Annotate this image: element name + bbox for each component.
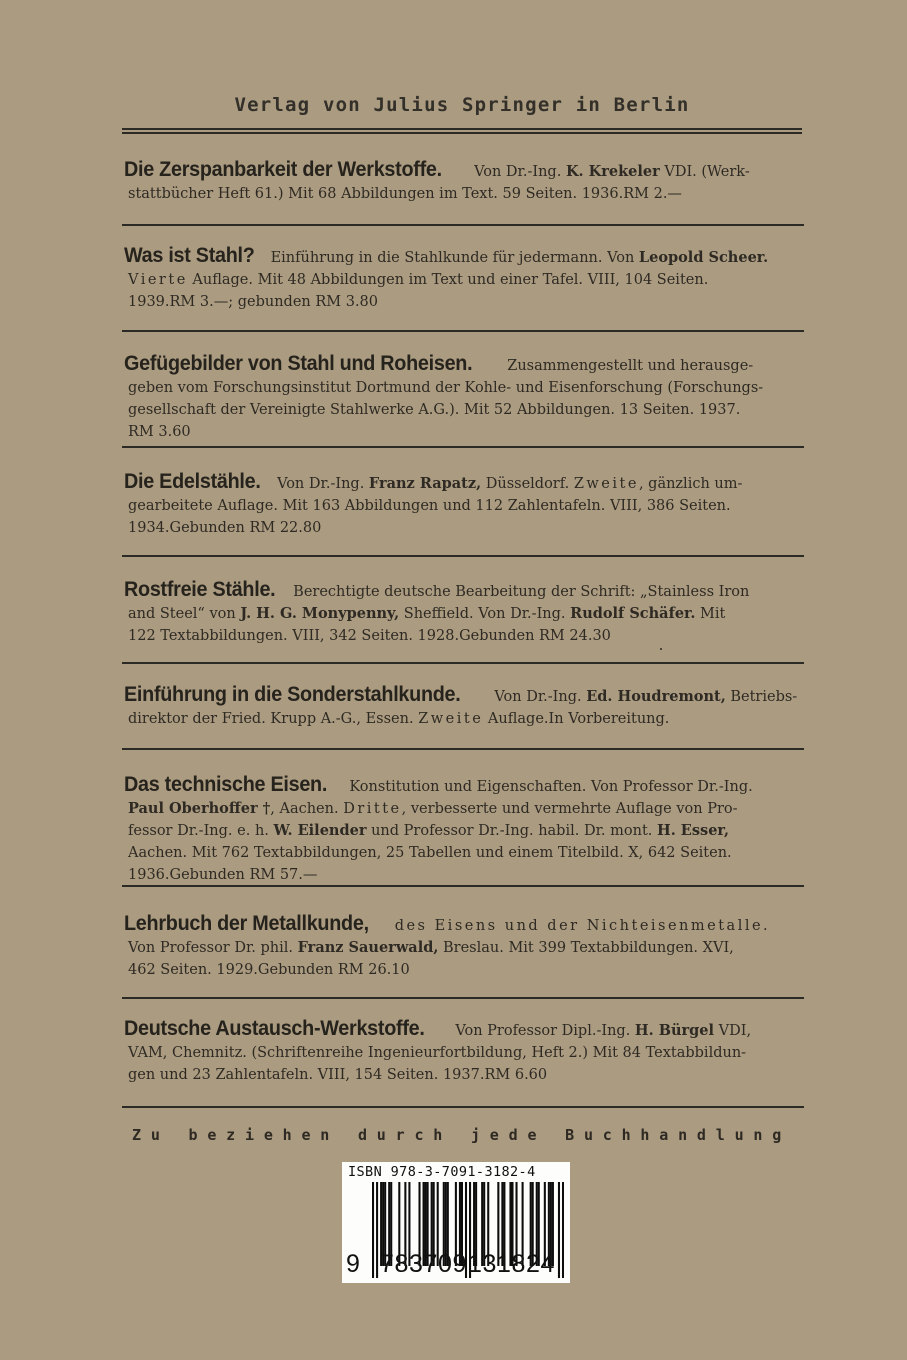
separator-rule bbox=[122, 662, 804, 664]
entry-line: gearbeitete Auflage. Mit 163 Abbildungen und 112 Zahlentafeln. VIII, 386 Seiten. bbox=[128, 498, 731, 514]
separator-rule bbox=[122, 885, 804, 887]
emphasized-text: des Eisens und der Nichteisenmetalle. bbox=[394, 918, 771, 934]
entry-line: 122 Textabbildungen. VIII, 342 Seiten. 1928.Gebunden RM 24.30 bbox=[128, 628, 611, 644]
author-name: Leopold Scheer. bbox=[638, 249, 769, 266]
emphasized-text: Dritte bbox=[343, 801, 402, 817]
footer-note: Zu beziehen durch jede Buchhandlung bbox=[132, 1126, 792, 1144]
entry-line: gesellschaft der Vereinigte Stahlwerke A.G.). Mit 52 Abbildungen. 13 Seiten. 1937. bbox=[128, 402, 741, 418]
book-price: Gebunden RM 22.80 bbox=[169, 520, 322, 536]
entry-line: Gefügebilder von Stahl und Roheisen. Zusammengestellt und herausge- bbox=[124, 351, 754, 375]
book-price: Gebunden RM 57.— bbox=[169, 867, 318, 883]
book-entry bbox=[124, 912, 808, 981]
book-title: Das technische Eisen. bbox=[124, 772, 328, 796]
book-entry bbox=[124, 683, 808, 730]
book-title: Was ist Stahl? bbox=[124, 243, 255, 267]
entry-line: Das technische Eisen. Konstitution und Eigenschaften. Von Professor Dr.-Ing. bbox=[124, 772, 753, 796]
author-name: Rudolf Schäfer. bbox=[570, 605, 696, 622]
entry-line: Vierte Auflage. Mit 48 Abbildungen im Text und einer Tafel. VIII, 104 Seiten. bbox=[128, 272, 709, 288]
entry-line: fessor Dr.-Ing. e. h. W. Eilender und Professor Dr.-Ing. habil. Dr. mont. H. Esser, bbox=[128, 822, 730, 839]
author-name: Franz Rapatz, bbox=[368, 475, 482, 492]
book-entry bbox=[124, 773, 808, 886]
book-title: Lehrbuch der Metallkunde, bbox=[124, 911, 369, 935]
entry-line: 462 Seiten. 1929.Gebunden RM 26.10 bbox=[128, 962, 410, 978]
print-speck bbox=[660, 648, 662, 650]
entry-line: gen und 23 Zahlentafeln. VIII, 154 Seiten. 1937.RM 6.60 bbox=[128, 1067, 548, 1083]
entry-line: 1939.RM 3.—; gebunden RM 3.80 bbox=[128, 294, 379, 310]
entry-line: Rostfreie Stähle. Berechtigte deutsche Bearbeitung der Schrift: „Stainless Iron bbox=[124, 577, 750, 601]
isbn-barcode-box: ISBN 978-3-7091-3182-4 9 783709 131824 bbox=[342, 1162, 570, 1283]
entry-line: geben vom Forschungsinstitut Dortmund der Kohle- und Eisenforschung (Forschungs- bbox=[128, 380, 764, 396]
author-name: W. Eilender bbox=[273, 822, 367, 839]
author-name: K. Krekeler bbox=[565, 163, 660, 180]
book-entry bbox=[124, 578, 808, 647]
entry-line: Aachen. Mit 762 Textabbildungen, 25 Tabellen und einem Titelbild. X, 642 Seiten. bbox=[128, 845, 732, 861]
isbn-label: ISBN 978-3-7091-3182-4 bbox=[348, 1164, 536, 1180]
book-entry bbox=[124, 470, 808, 539]
book-price: Gebunden RM 24.30 bbox=[459, 628, 611, 644]
book-title: Rostfreie Stähle. bbox=[124, 577, 276, 601]
emphasized-text: Vierte bbox=[128, 272, 188, 288]
separator-rule bbox=[122, 555, 804, 557]
entry-line: Von Professor Dr. phil. Franz Sauerwald, Breslau. Mit 399 Textabbildungen. XVI, bbox=[128, 939, 734, 956]
entry-line: Paul Oberhoffer †, Aachen. Dritte, verbesserte und vermehrte Auflage von Pro- bbox=[128, 800, 738, 817]
separator-rule bbox=[122, 330, 804, 332]
entry-line: Was ist Stahl? Einführung in die Stahlkunde für jedermann. Von Leopold Scheer. bbox=[124, 243, 769, 267]
header-double-rule bbox=[122, 128, 802, 134]
author-name: Paul Oberhoffer † bbox=[128, 800, 271, 817]
entry-line: Deutsche Austausch-Werkstoffe. Von Professor Dipl.-Ing. H. Bürgel VDI, bbox=[124, 1016, 752, 1040]
publisher-header: Verlag von Julius Springer in Berlin bbox=[234, 94, 690, 116]
book-price: In Vorbereitung. bbox=[548, 711, 670, 727]
entry-line: stattbücher Heft 61.) Mit 68 Abbildungen im Text. 59 Seiten. 1936.RM 2.— bbox=[128, 186, 682, 202]
separator-rule bbox=[122, 446, 804, 448]
emphasized-text: Zweite bbox=[418, 711, 484, 727]
entry-line bbox=[124, 421, 808, 443]
entry-line: 1936.Gebunden RM 57.— bbox=[128, 867, 318, 883]
separator-rule bbox=[122, 1106, 804, 1108]
author-name: H. Bürgel bbox=[634, 1022, 715, 1039]
book-title: Deutsche Austausch-Werkstoffe. bbox=[124, 1016, 425, 1040]
author-name: Ed. Houdremont, bbox=[586, 688, 726, 705]
book-entry bbox=[124, 1017, 808, 1086]
emphasized-text: Zweite bbox=[573, 476, 639, 492]
book-entry bbox=[124, 158, 808, 205]
entry-line: Die Zerspanbarkeit der Werkstoffe. Von Dr.-Ing. K. Krekeler VDI. (Werk- bbox=[124, 157, 750, 181]
separator-rule bbox=[122, 748, 804, 750]
entry-line: VAM, Chemnitz. (Schriftenreihe Ingenieurfortbildung, Heft 2.) Mit 84 Textabbildun- bbox=[128, 1045, 747, 1061]
book-price: RM 6.60 bbox=[484, 1067, 548, 1083]
entry-line bbox=[124, 912, 808, 937]
author-name: Franz Sauerwald, bbox=[297, 939, 439, 956]
entry-line: Einführung in die Sonderstahlkunde. Von Dr.-Ing. Ed. Houdremont, Betriebs- bbox=[124, 682, 798, 706]
book-title: Gefügebilder von Stahl und Roheisen. bbox=[124, 351, 473, 375]
book-title: Die Edelstähle. bbox=[124, 469, 261, 493]
book-entry bbox=[124, 352, 808, 443]
book-title: Die Zerspanbarkeit der Werkstoffe. bbox=[124, 157, 442, 181]
entry-line: 1934.Gebunden RM 22.80 bbox=[128, 520, 322, 536]
separator-rule bbox=[122, 997, 804, 999]
book-title: Einführung in die Sonderstahlkunde. bbox=[124, 682, 461, 706]
book-price: RM 3.60 bbox=[128, 424, 191, 440]
book-entry bbox=[124, 244, 808, 313]
separator-rule bbox=[122, 224, 804, 226]
author-name: H. Esser, bbox=[657, 822, 730, 839]
book-price: Gebunden RM 26.10 bbox=[257, 962, 410, 978]
author-name: J. H. G. Monypenny, bbox=[240, 605, 400, 622]
book-price: RM 3.—; gebunden RM 3.80 bbox=[169, 294, 379, 310]
entry-line: Die Edelstähle. Von Dr.-Ing. Franz Rapatz, Düsseldorf. Zweite, gänzlich um- bbox=[124, 469, 743, 493]
book-price: RM 2.— bbox=[623, 186, 682, 202]
entry-line: direktor der Fried. Krupp A.-G., Essen. Zweite Auflage.In Vorbereitung. bbox=[128, 711, 670, 727]
entry-line: and Steel“ von J. H. G. Monypenny, Sheffield. Von Dr.-Ing. Rudolf Schäfer. Mit bbox=[128, 605, 726, 622]
